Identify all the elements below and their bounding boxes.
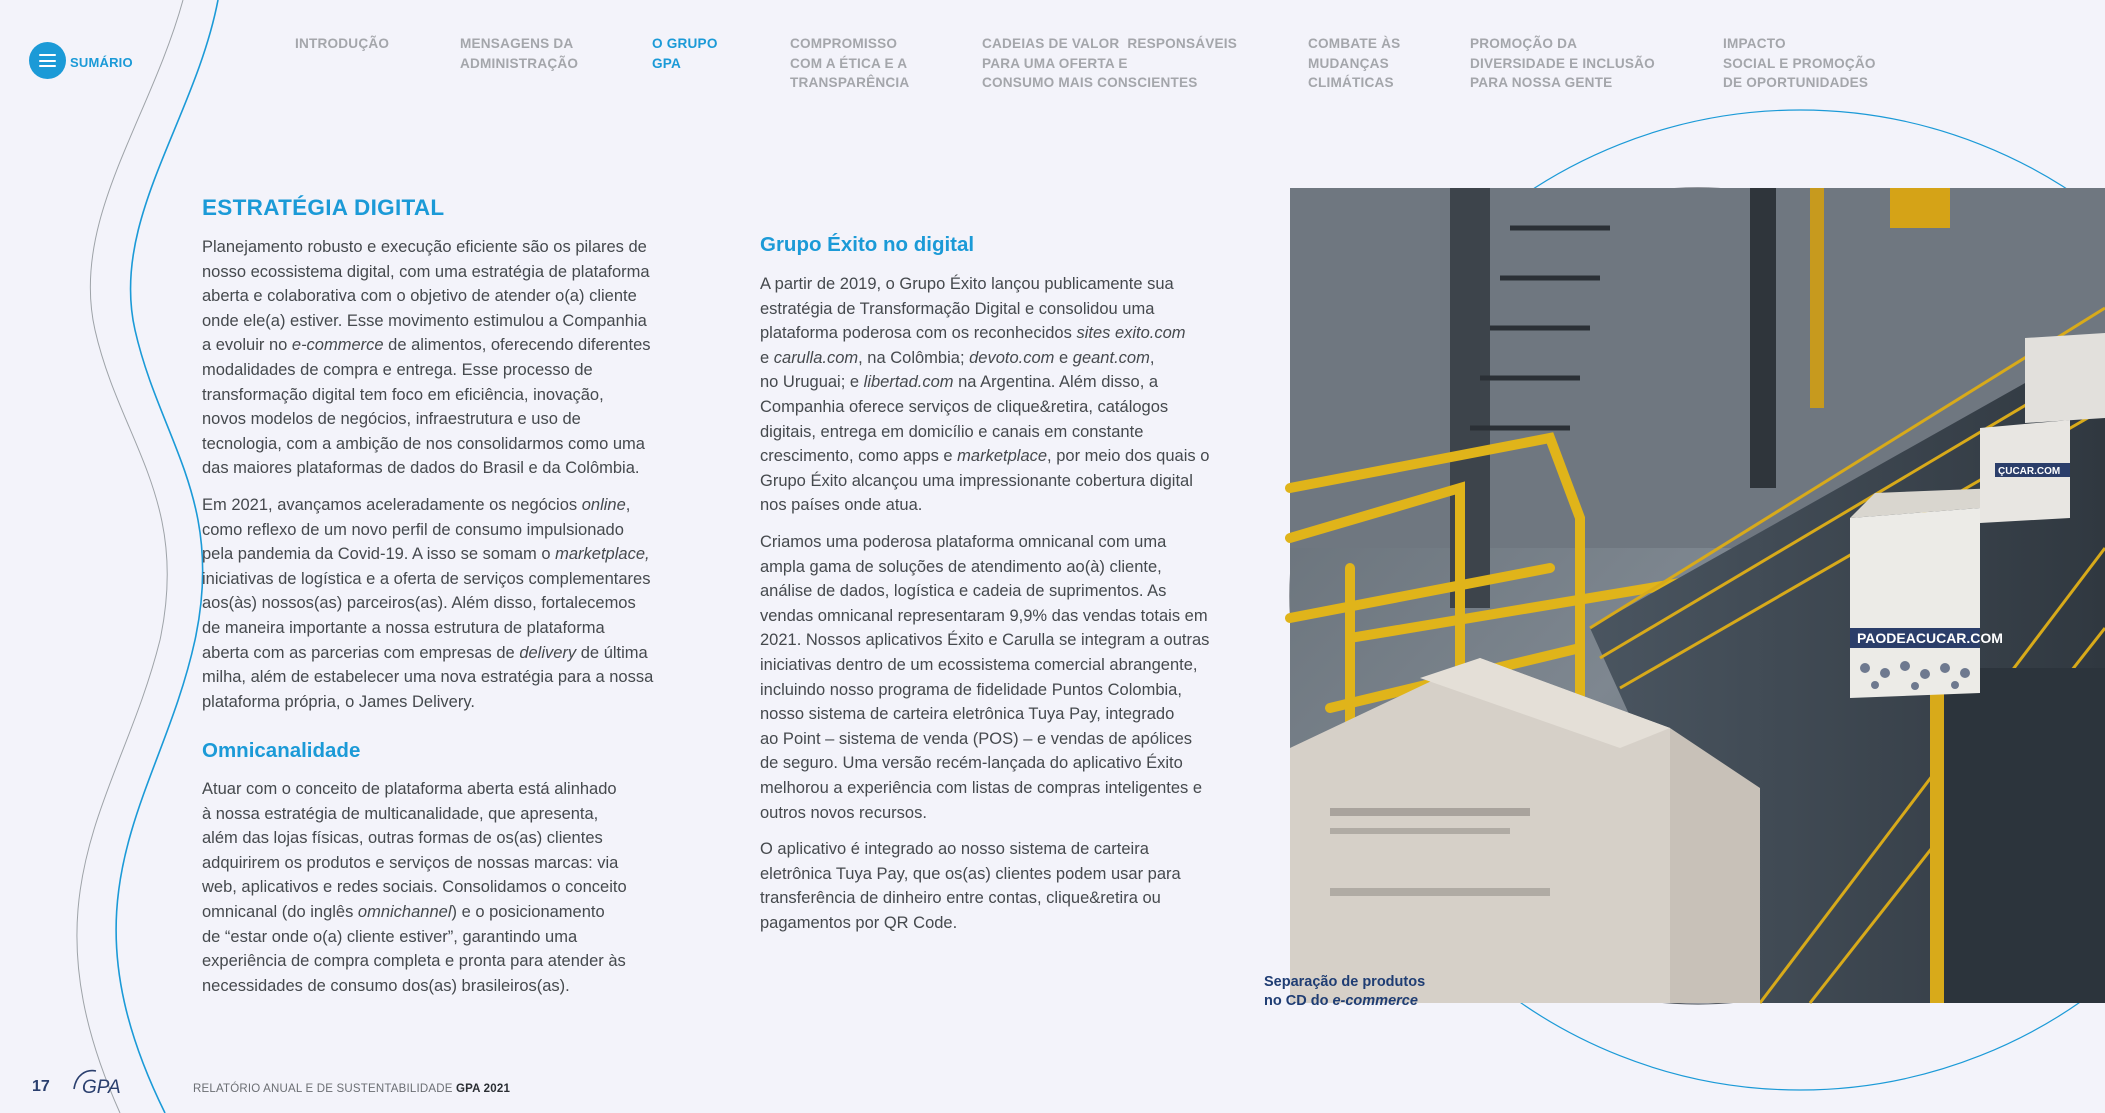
paragraph-exito-digital: A partir de 2019, o Grupo Éxito lançou publicamente sua estratégia de Transformação Digital e consolidou uma plataforma poderosa com os reconhecidos sites exito.com e carulla.com, na Colômbia; devoto.com e geant.com, no Uruguai; e libertad.com na Argentina. Além disso, a Companhia oferece serviços de clique&retira, catálogos digitais, entrega em domicílio e canais em constante crescimento, como apps e marketplace, por meio dos quais o Grupo Éxito alcançou uma impressionante cobertura digital nos países onde atua. (760, 275, 1210, 515)
warehouse-illustration (1290, 188, 2105, 1003)
paragraph-digital-strategy: Planejamento robusto e execução eficiente são os pilares de nosso ecossistema digital, com uma estratégia de plataforma aberta e colaborativa com o objetivo de atender o(a) cliente onde ele(a) estiver. Esse movimento estimulou a Companhia a evoluir no e-commerce de alimentos, oferecendo diferentes modalidades de compra e entrega. Esse processo de transformação digital tem foco em eficiência, inovação, novos modelos de negócios, infraestrutura e uso de tecnologia, com a ambição de nos consolidarmos como uma das maiores plataformas de dados do Brasil e da Colômbia. (202, 238, 651, 478)
menu-button[interactable] (29, 42, 66, 79)
report-title: RELATÓRIO ANUAL E DE SUSTENTABILIDADE GPA 2021 (193, 1083, 511, 1095)
nav-o-grupo-gpa[interactable]: O GRUPO GPA (652, 36, 718, 71)
svg-text:GPA: GPA (82, 1077, 121, 1098)
paragraph-tuya-pay: O aplicativo é integrado ao nosso sistema de carteira eletrônica Tuya Pay, que os(as) clientes podem usar para transferência de dinheiro entre contas, clique&retira ou pagamentos por QR Code. (760, 840, 1181, 932)
nav-cadeias-de-valor[interactable]: CADEIAS DE VALOR RESPONSÁVEIS PARA UMA OFERTA E CONSUMO MAIS CONSCIENTES (982, 36, 1238, 90)
paragraph-omnicanal-platform: Criamos uma poderosa plataforma omnicanal com uma ampla gama de soluções de atendimento ao(à) cliente, análise de dados, logística e cadeia de suprimentos. As vendas omnicanal representaram 9,9% das vendas totais em 2021. Nossos aplicativos Éxito e Carulla se integram a outras iniciativas dentro de um ecossistema comercial abrangente, incluindo nosso programa de fidelidade Puntos Colombia, nosso sistema de carteira eletrônica Tuya Pay, integrado ao Point – sistema de venda (POS) – e vendas de apólices de seguro. Uma versão recém-lançada do aplicativo Éxito melhorou a experiência com listas de compras inteligentes e outros novos recursos. (760, 533, 1210, 822)
page-number: 17 (32, 1078, 50, 1095)
nav-introducao[interactable]: INTRODUÇÃO (295, 36, 390, 51)
nav-promocao-diversidade[interactable]: PROMOÇÃO DA DIVERSIDADE E INCLUSÃO PARA NOSSA GENTE (1470, 36, 1655, 90)
nav-compromisso-etica[interactable]: COMPROMISSO COM A ÉTICA E A TRANSPARÊNCIA (790, 36, 910, 90)
box-label-small: ÇUCAR.COM (1998, 466, 2061, 477)
menu-label[interactable]: SUMÁRIO (70, 55, 133, 70)
photo-caption: Separação de produtos no CD do e-commerce (1264, 974, 1426, 1009)
nav-impacto-social[interactable]: IMPACTO SOCIAL E PROMOÇÃO DE OPORTUNIDADES (1723, 36, 1876, 90)
paragraph-online-2021: Em 2021, avançamos aceleradamente os negócios online, como reflexo de um novo perfil de consumo impulsionado pela pandemia da Covid-19. A isso se somam o marketplace, iniciativas de logística e a oferta de serviços complementares aos(às) nossos(as) parceiros(as). Além disso, fortalecemos de maneira importante a nossa estrutura de plataforma aberta com as parcerias com empresas de delivery de última milha, além de estabelecer uma nova estratégia para a nossa plataforma própria, o James Delivery. (202, 496, 654, 711)
hamburger-icon (39, 54, 56, 56)
left-column (202, 195, 444, 221)
nav-mensagens-administracao[interactable]: MENSAGENS DA ADMINISTRAÇÃO (460, 36, 579, 71)
gpa-logo (68, 1063, 128, 1101)
warehouse-photo (1290, 188, 2105, 1003)
subtitle-omnicanalidade: Omnicanalidade (202, 739, 361, 762)
subtitle-grupo-exito: Grupo Éxito no digital (760, 233, 975, 256)
nav-combate-mudancas-climaticas[interactable]: COMBATE ÀS MUDANÇAS CLIMÁTICAS (1308, 36, 1401, 90)
box-label: PAODEACUCAR.COM (1857, 630, 2003, 646)
section-title: ESTRATÉGIA DIGITAL (202, 195, 445, 220)
paragraph-omnicanalidade: Atuar com o conceito de plataforma aberta está alinhado à nossa estratégia de multicanalidade, que apresenta, além das lojas físicas, outras formas de os(as) clientes adquirirem os produtos e serviços de nossas marcas: via web, aplicativos e redes sociais. Consolidamos o conceito omnicanal (do inglês omnichannel) e o posicionamento de “estar onde o(a) cliente estiver”, garantindo uma experiência de compra completa e pronta para atender às necessidades de consumo dos(as) brasileiros(as). (202, 780, 627, 995)
